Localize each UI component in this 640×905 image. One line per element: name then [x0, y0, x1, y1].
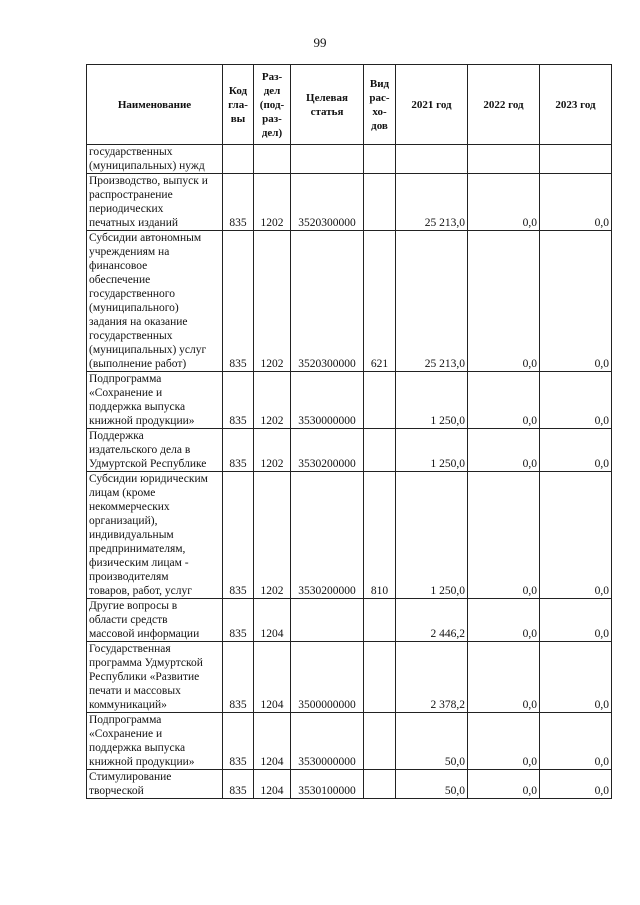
- cell-y2023: 0,0: [540, 174, 612, 231]
- cell-y2021: 2 378,2: [396, 642, 468, 713]
- cell-y2021: 1 250,0: [396, 372, 468, 429]
- cell-y2023: 0,0: [540, 429, 612, 472]
- header-chapter-code: Код гла- вы: [223, 65, 254, 145]
- cell-expense: [364, 372, 396, 429]
- cell-y2023: 0,0: [540, 642, 612, 713]
- table-row: [87, 145, 612, 174]
- cell-name: Подпрограмма «Сохранение и поддержка выпуска книжной продукции»: [87, 372, 223, 429]
- cell-chapter: 835: [223, 770, 254, 799]
- header-target-article: Целевая статья: [291, 65, 364, 145]
- cell-section: 1202: [254, 231, 291, 372]
- table-row: [87, 231, 612, 372]
- cell-expense: [364, 599, 396, 642]
- cell-y2023: 0,0: [540, 770, 612, 799]
- cell-section: 1202: [254, 472, 291, 599]
- cell-y2022: 0,0: [468, 429, 540, 472]
- cell-name: Другие вопросы в области средств массовой информации: [87, 599, 223, 642]
- table-row: [87, 713, 612, 770]
- header-2022: 2022 год: [468, 65, 540, 145]
- cell-y2022: 0,0: [468, 642, 540, 713]
- budget-table: [86, 64, 612, 799]
- table-body: [87, 145, 612, 799]
- cell-name: Субсидии юридическим лицам (кроме некоммерческих организаций), индивидуальным предпринимателям, физическим лицам - производителям товаров, работ, услуг: [87, 472, 223, 599]
- header-name: Наименование: [87, 65, 223, 145]
- cell-section: 1202: [254, 174, 291, 231]
- cell-y2022: 0,0: [468, 770, 540, 799]
- cell-name: Производство, выпуск и распространение периодических печатных изданий: [87, 174, 223, 231]
- cell-y2021: 25 213,0: [396, 174, 468, 231]
- cell-name: Поддержка издательского дела в Удмуртской Республике: [87, 429, 223, 472]
- cell-article: 3520300000: [291, 174, 364, 231]
- cell-expense: [364, 429, 396, 472]
- cell-name: Субсидии автономным учреждениям на финансовое обеспечение государственного (муниципального) задания на оказание государственных (муниципальных) услуг (выполнение работ): [87, 231, 223, 372]
- header-2021: 2021 год: [396, 65, 468, 145]
- cell-section: [254, 145, 291, 174]
- cell-name: Государственная программа Удмуртской Республики «Развитие печати и массовых коммуникаций»: [87, 642, 223, 713]
- cell-article: 3530100000: [291, 770, 364, 799]
- cell-chapter: 835: [223, 472, 254, 599]
- table-row: [87, 642, 612, 713]
- table-row: [87, 472, 612, 599]
- cell-section: 1204: [254, 642, 291, 713]
- cell-article: 3530000000: [291, 372, 364, 429]
- cell-chapter: 835: [223, 599, 254, 642]
- table-row: [87, 770, 612, 799]
- cell-y2023: [540, 145, 612, 174]
- cell-section: 1204: [254, 599, 291, 642]
- header-expense-type: Вид рас- хо- дов: [364, 65, 396, 145]
- cell-chapter: 835: [223, 429, 254, 472]
- table-row: [87, 429, 612, 472]
- header-row: [87, 65, 612, 145]
- cell-expense: 621: [364, 231, 396, 372]
- cell-chapter: 835: [223, 231, 254, 372]
- table-row: [87, 174, 612, 231]
- header-section: Раз- дел (под- раз- дел): [254, 65, 291, 145]
- cell-article: [291, 145, 364, 174]
- cell-section: 1204: [254, 713, 291, 770]
- cell-y2021: 1 250,0: [396, 472, 468, 599]
- cell-article: 3530200000: [291, 472, 364, 599]
- page-number: 99: [313, 35, 327, 50]
- cell-y2022: 0,0: [468, 472, 540, 599]
- cell-expense: [364, 145, 396, 174]
- cell-y2021: [396, 145, 468, 174]
- cell-y2023: 0,0: [540, 231, 612, 372]
- cell-expense: [364, 770, 396, 799]
- table-row: [87, 372, 612, 429]
- cell-chapter: 835: [223, 174, 254, 231]
- cell-y2021: 25 213,0: [396, 231, 468, 372]
- cell-y2022: 0,0: [468, 713, 540, 770]
- cell-y2022: [468, 145, 540, 174]
- cell-chapter: 835: [223, 372, 254, 429]
- cell-section: 1202: [254, 429, 291, 472]
- cell-y2021: 2 446,2: [396, 599, 468, 642]
- cell-y2022: 0,0: [468, 599, 540, 642]
- cell-name: Подпрограмма «Сохранение и поддержка выпуска книжной продукции»: [87, 713, 223, 770]
- cell-y2023: 0,0: [540, 713, 612, 770]
- cell-y2021: 50,0: [396, 713, 468, 770]
- header-2023: 2023 год: [540, 65, 612, 145]
- cell-y2023: 0,0: [540, 599, 612, 642]
- cell-y2022: 0,0: [468, 372, 540, 429]
- cell-article: [291, 599, 364, 642]
- cell-article: 3520300000: [291, 231, 364, 372]
- cell-chapter: 835: [223, 642, 254, 713]
- cell-y2023: 0,0: [540, 472, 612, 599]
- cell-y2022: 0,0: [468, 174, 540, 231]
- cell-section: 1204: [254, 770, 291, 799]
- cell-expense: 810: [364, 472, 396, 599]
- cell-y2021: 50,0: [396, 770, 468, 799]
- cell-article: 3530200000: [291, 429, 364, 472]
- cell-name: государственных (муниципальных) нужд: [87, 145, 223, 174]
- cell-expense: [364, 713, 396, 770]
- cell-section: 1202: [254, 372, 291, 429]
- cell-article: 3500000000: [291, 642, 364, 713]
- cell-chapter: [223, 145, 254, 174]
- cell-name: Стимулирование творческой: [87, 770, 223, 799]
- cell-chapter: 835: [223, 713, 254, 770]
- cell-y2023: 0,0: [540, 372, 612, 429]
- cell-y2021: 1 250,0: [396, 429, 468, 472]
- cell-y2022: 0,0: [468, 231, 540, 372]
- cell-article: 3530000000: [291, 713, 364, 770]
- cell-expense: [364, 174, 396, 231]
- table-row: [87, 599, 612, 642]
- cell-expense: [364, 642, 396, 713]
